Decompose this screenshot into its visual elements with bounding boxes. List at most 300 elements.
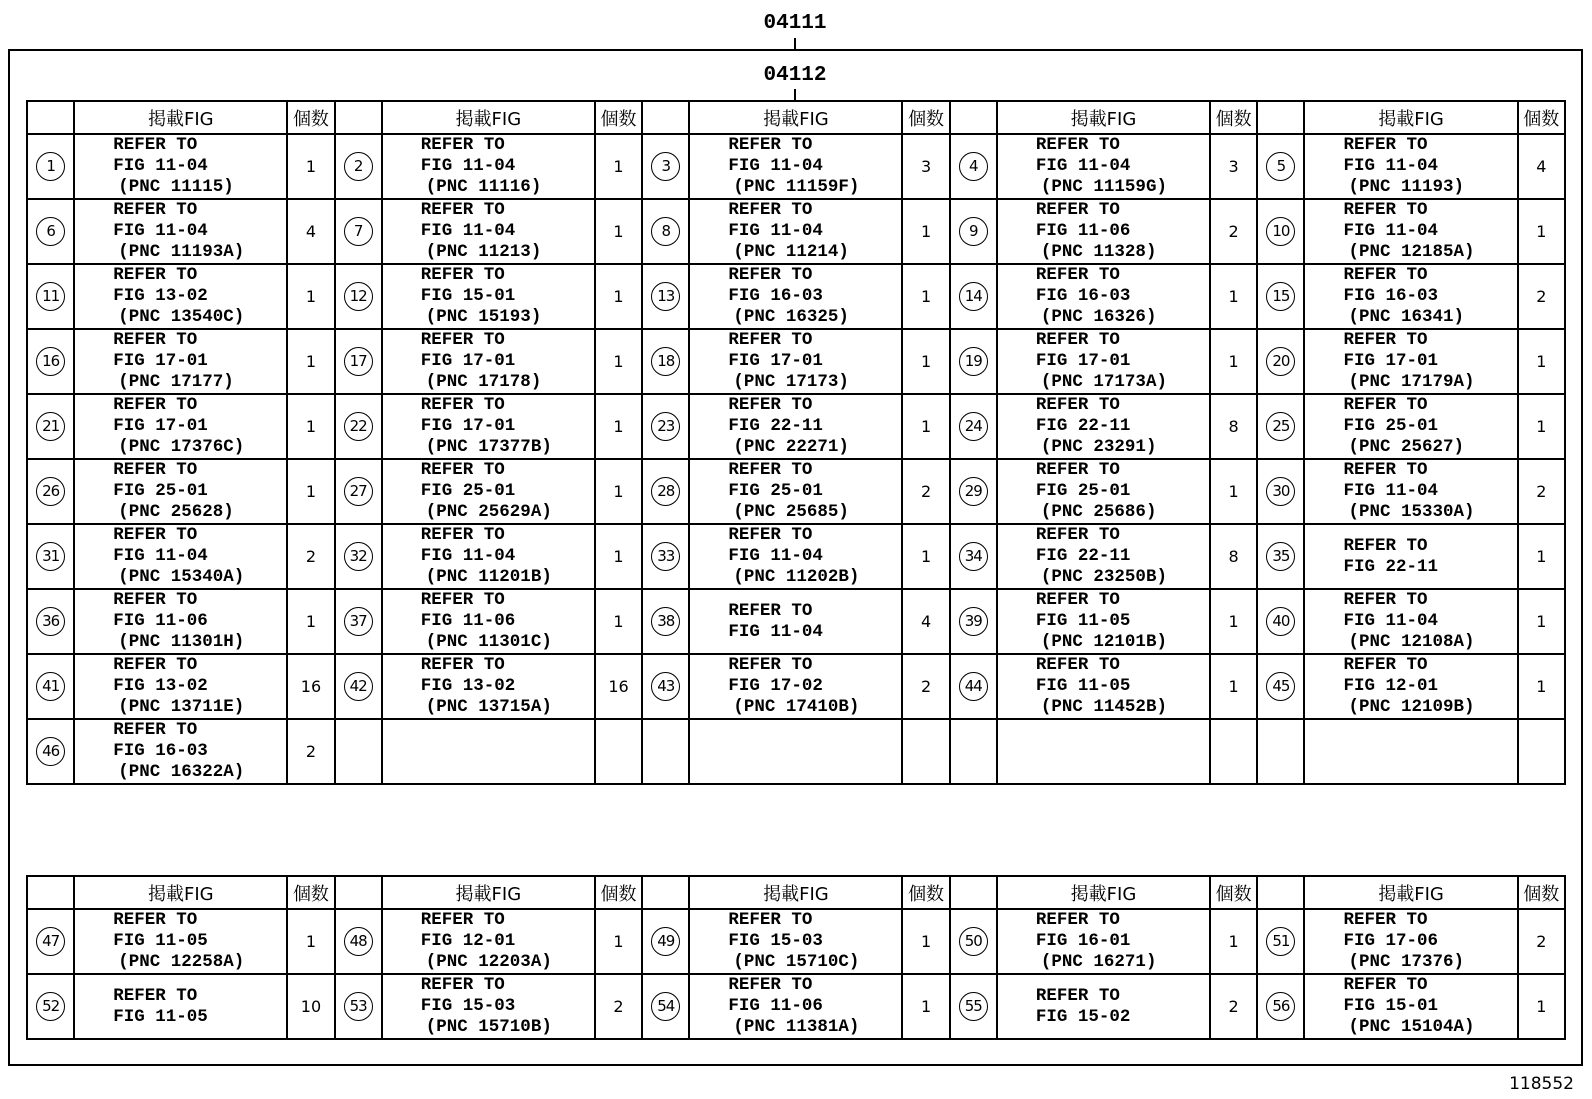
quantity: 1 [902,524,949,589]
item-number-circle: 6 [36,217,65,246]
quantity: 1 [287,394,334,459]
fig-reference [997,654,1210,719]
refer-to-text: REFER TO [1035,460,1120,480]
pnc-number: (PNC 13715A) [425,697,552,717]
fig-number: FIG 17-06 [1343,931,1438,951]
item-number-circle: 47 [36,927,65,956]
fig-reference [689,719,902,784]
quantity: 1 [595,394,642,459]
refer-to-text: REFER TO [1343,330,1428,350]
refer-to-text: REFER TO [728,265,813,285]
refer-to-text: REFER TO [113,655,198,675]
item-number-circle: 24 [959,412,988,441]
refer-to-text: REFER TO [420,330,505,350]
fig-reference [74,199,287,264]
fig-reference [1304,524,1517,589]
pnc-number: (PNC 25629A) [425,502,552,522]
quantity: 16 [287,654,334,719]
pnc-number: (PNC 15330A) [1348,502,1475,522]
item-number [950,199,997,264]
quantity: 1 [287,264,334,329]
pnc-number: (PNC 11301C) [425,632,552,652]
refer-to-text: REFER TO [1035,985,1120,1006]
quantity: 3 [1210,134,1257,199]
quantity [902,719,949,784]
leader-line-top [794,38,796,49]
refer-to-text: REFER TO [728,910,813,930]
quantity: 1 [1210,459,1257,524]
refer-to-text: REFER TO [113,910,198,930]
item-number [642,974,689,1039]
quantity: 1 [1210,264,1257,329]
item-number-circle: 36 [36,607,65,636]
item-number-circle: 14 [959,282,988,311]
refer-to-text: REFER TO [1343,265,1428,285]
item-number [335,974,382,1039]
fig-reference [997,974,1210,1039]
quantity: 1 [595,134,642,199]
item-number-circle: 46 [36,737,65,766]
item-number [950,589,997,654]
item-number-circle: 10 [1266,217,1295,246]
header-qty: 個数 [902,876,949,909]
fig-reference [1304,974,1517,1039]
fig-reference [1304,909,1517,974]
fig-reference [74,524,287,589]
fig-reference [1304,589,1517,654]
item-number [27,264,74,329]
fig-number: FIG 12-01 [420,931,516,951]
quantity: 1 [595,909,642,974]
item-number-circle: 38 [651,607,680,636]
refer-to-text: REFER TO [728,525,813,545]
header-row [27,876,1565,909]
quantity: 1 [1518,524,1565,589]
header-blank [27,876,74,909]
refer-to-text: REFER TO [113,460,198,480]
item-number [27,329,74,394]
header-fig: 掲載FIG [74,101,287,134]
pnc-number: (PNC 17410B) [733,697,860,717]
fig-reference [689,654,902,719]
header-qty: 個数 [595,876,642,909]
item-number [335,589,382,654]
fig-reference [382,719,595,784]
item-number [950,719,997,784]
fig-number: FIG 11-05 [1035,676,1131,696]
refer-to-text: REFER TO [1035,395,1120,415]
pnc-number: (PNC 15340A) [118,567,245,587]
pnc-number: (PNC 15710B) [425,1017,552,1037]
item-number-circle: 33 [651,542,680,571]
refer-to-text: REFER TO [420,265,505,285]
fig-number: FIG 11-04 [420,546,516,566]
item-number [27,134,74,199]
item-number-circle: 56 [1266,992,1295,1021]
item-number-circle: 49 [651,927,680,956]
quantity: 1 [595,589,642,654]
item-number [642,909,689,974]
item-number-circle: 28 [651,477,680,506]
item-number [335,134,382,199]
pnc-number: (PNC 17173A) [1040,372,1167,392]
header-qty: 個数 [287,101,334,134]
refer-to-text: REFER TO [420,135,505,155]
quantity: 1 [1518,654,1565,719]
fig-number: FIG 11-06 [1035,221,1131,241]
refer-to-text: REFER TO [728,135,813,155]
fig-number: FIG 16-03 [1343,286,1438,306]
item-number [335,394,382,459]
item-number-circle: 4 [959,152,988,181]
item-number-circle: 22 [344,412,373,441]
pnc-number: (PNC 11381A) [733,1017,860,1037]
item-number [27,654,74,719]
fig-number: FIG 13-02 [113,676,208,696]
fig-reference [997,264,1210,329]
item-number [1257,329,1304,394]
fig-reference [689,264,902,329]
pnc-number: (PNC 12109B) [1348,697,1475,717]
item-number [642,459,689,524]
refer-to-text: REFER TO [1343,655,1428,675]
pnc-number: (PNC 11213) [425,242,542,262]
fig-reference [997,134,1210,199]
fig-reference [382,654,595,719]
item-number-circle: 23 [651,412,680,441]
refer-to-text: REFER TO [1343,975,1428,995]
fig-reference [382,524,595,589]
pnc-number: (PNC 12108A) [1348,632,1475,652]
item-number-circle: 17 [344,347,373,376]
header-fig: 掲載FIG [689,876,902,909]
fig-reference [1304,394,1517,459]
fig-number: FIG 17-01 [113,416,208,436]
fig-number: FIG 25-01 [1343,416,1438,436]
fig-number: FIG 11-04 [1343,156,1438,176]
item-number-circle: 37 [344,607,373,636]
fig-number: FIG 16-03 [728,286,823,306]
quantity [595,719,642,784]
item-number [642,199,689,264]
table-row [27,524,1565,589]
quantity: 1 [595,459,642,524]
fig-number: FIG 17-02 [728,676,823,696]
quantity: 1 [1518,589,1565,654]
item-number-circle: 7 [344,217,373,246]
quantity: 1 [1518,974,1565,1039]
item-number [950,974,997,1039]
quantity: 1 [1210,329,1257,394]
item-number [27,974,74,1039]
header-qty: 個数 [1210,101,1257,134]
table-row [27,459,1565,524]
assembly-label-inner: 04112 [763,64,827,87]
pnc-number: (PNC 16322A) [118,762,245,782]
header-qty: 個数 [595,101,642,134]
table-row [27,974,1565,1039]
item-number [950,909,997,974]
table-row [27,134,1565,199]
fig-number: FIG 11-05 [113,931,208,951]
item-number [27,394,74,459]
refer-to-text: REFER TO [728,600,813,621]
fig-reference [74,134,287,199]
fig-number: FIG 17-01 [420,416,516,436]
header-fig: 掲載FIG [997,101,1210,134]
refer-to-text: REFER TO [113,985,198,1006]
pnc-number: (PNC 11201B) [425,567,552,587]
refer-to-text: REFER TO [113,135,198,155]
item-number-circle: 48 [344,927,373,956]
fig-reference [382,909,595,974]
fig-number: FIG 11-04 [1343,221,1438,241]
fig-reference [1304,264,1517,329]
refer-to-text: REFER TO [113,330,198,350]
fig-reference [689,524,902,589]
fig-number: FIG 15-01 [1343,996,1438,1016]
fig-reference [1304,199,1517,264]
fig-number: FIG 25-01 [113,481,208,501]
fig-reference [997,589,1210,654]
quantity: 1 [1210,589,1257,654]
fig-number: FIG 11-04 [1343,481,1438,501]
header-blank [642,101,689,134]
pnc-number: (PNC 11116) [425,177,542,197]
refer-to-text: REFER TO [420,910,505,930]
refer-to-text: REFER TO [1343,395,1428,415]
item-number-circle: 50 [959,927,988,956]
assembly-label-top: 04111 [763,12,827,35]
item-number-circle: 8 [651,217,680,246]
item-number [335,524,382,589]
fig-reference [1304,654,1517,719]
quantity: 1 [902,909,949,974]
item-number [335,459,382,524]
item-number [642,589,689,654]
pnc-number: (PNC 13540C) [118,307,245,327]
item-number [950,459,997,524]
pnc-number: (PNC 25627) [1348,437,1465,457]
header-qty: 個数 [1518,876,1565,909]
item-number-circle: 13 [651,282,680,311]
item-number-circle: 20 [1266,347,1295,376]
item-number-circle: 27 [344,477,373,506]
quantity: 16 [595,654,642,719]
fig-number: FIG 11-06 [728,996,823,1016]
table-row [27,329,1565,394]
item-number [642,719,689,784]
item-number [27,719,74,784]
fig-reference [74,459,287,524]
pnc-number: (PNC 16271) [1040,952,1157,972]
refer-to-text: REFER TO [1035,200,1120,220]
fig-reference [997,909,1210,974]
refer-to-text: REFER TO [1035,655,1120,675]
pnc-number: (PNC 15104A) [1348,1017,1475,1037]
refer-to-text: REFER TO [113,590,198,610]
refer-to-text: REFER TO [420,395,505,415]
fig-number: FIG 16-01 [1035,931,1131,951]
quantity: 8 [1210,394,1257,459]
fig-number: FIG 17-01 [1343,351,1438,371]
fig-reference [74,719,287,784]
pnc-number: (PNC 13711E) [118,697,245,717]
item-number-circle: 53 [344,992,373,1021]
fig-number: FIG 11-05 [113,1006,208,1027]
item-number [1257,909,1304,974]
fig-number: FIG 22-11 [1343,556,1438,577]
refer-to-text: REFER TO [1035,525,1120,545]
item-number [1257,974,1304,1039]
fig-number: FIG 11-05 [1035,611,1131,631]
header-qty: 個数 [1518,101,1565,134]
fig-number: FIG 11-04 [420,156,516,176]
pnc-number: (PNC 11159F) [733,177,860,197]
refer-to-text: REFER TO [113,525,198,545]
header-fig: 掲載FIG [382,101,595,134]
pnc-number: (PNC 11193A) [118,242,245,262]
item-number [950,329,997,394]
item-number [950,134,997,199]
fig-reference [689,394,902,459]
item-number-circle: 11 [36,282,65,311]
quantity: 1 [595,199,642,264]
fig-number: FIG 25-01 [1035,481,1131,501]
pnc-number: (PNC 11214) [733,242,849,262]
quantity: 2 [1210,199,1257,264]
item-number-circle: 51 [1266,927,1295,956]
quantity: 2 [1518,909,1565,974]
quantity: 2 [902,654,949,719]
quantity: 1 [902,199,949,264]
quantity: 4 [287,199,334,264]
refer-to-text: REFER TO [1035,910,1120,930]
header-blank [642,876,689,909]
quantity: 1 [1210,909,1257,974]
refer-to-text: REFER TO [728,330,813,350]
fig-number: FIG 16-03 [1035,286,1131,306]
fig-number: FIG 11-04 [728,156,823,176]
fig-number: FIG 11-04 [728,221,823,241]
header-qty: 個数 [287,876,334,909]
pnc-number: (PNC 16326) [1040,307,1157,327]
quantity: 1 [287,589,334,654]
fig-number: FIG 11-06 [113,611,208,631]
item-number-circle: 39 [959,607,988,636]
fig-number: FIG 25-01 [420,481,516,501]
fig-reference [689,199,902,264]
refer-to-text: REFER TO [1343,910,1428,930]
fig-reference [382,329,595,394]
table-row [27,654,1565,719]
header-qty: 個数 [902,101,949,134]
item-number [27,459,74,524]
refer-to-text: REFER TO [1343,535,1428,556]
header-fig: 掲載FIG [1304,876,1517,909]
fig-number: FIG 13-02 [113,286,208,306]
header-fig: 掲載FIG [74,876,287,909]
item-number [642,524,689,589]
quantity: 1 [595,524,642,589]
quantity: 1 [595,329,642,394]
fig-reference [74,264,287,329]
pnc-number: (PNC 12203A) [425,952,552,972]
item-number [1257,459,1304,524]
item-number [27,199,74,264]
quantity: 8 [1210,524,1257,589]
pnc-number: (PNC 12185A) [1348,242,1475,262]
pnc-number: (PNC 11115) [118,177,234,197]
fig-reference [1304,459,1517,524]
quantity: 1 [1518,199,1565,264]
item-number [335,329,382,394]
quantity: 1 [595,264,642,329]
table-row [27,719,1565,784]
item-number-circle: 42 [344,672,373,701]
refer-to-text: REFER TO [728,395,813,415]
item-number-circle: 31 [36,542,65,571]
item-number [335,719,382,784]
item-number [642,134,689,199]
fig-reference [382,459,595,524]
table-row [27,264,1565,329]
refer-to-text: REFER TO [113,395,198,415]
quantity: 4 [902,589,949,654]
quantity: 1 [1210,654,1257,719]
refer-to-text: REFER TO [420,655,505,675]
quantity: 2 [287,719,334,784]
refer-to-text: REFER TO [1035,135,1120,155]
fig-number: FIG 25-01 [728,481,823,501]
fig-reference [689,909,902,974]
item-number-circle: 30 [1266,477,1295,506]
quantity: 2 [902,459,949,524]
fig-reference [382,264,595,329]
fig-reference [74,974,287,1039]
quantity: 2 [1518,264,1565,329]
fig-reference [74,654,287,719]
table-row [27,199,1565,264]
fig-reference [74,329,287,394]
parts-table-main [26,100,1566,785]
item-number-circle: 44 [959,672,988,701]
pnc-number: (PNC 25685) [733,502,849,522]
pnc-number: (PNC 12101B) [1040,632,1167,652]
item-number-circle: 54 [651,992,680,1021]
fig-reference [997,199,1210,264]
quantity: 2 [1518,459,1565,524]
pnc-number: (PNC 15710C) [733,952,860,972]
item-number [1257,654,1304,719]
quantity: 10 [287,974,334,1039]
pnc-number: (PNC 15193) [425,307,542,327]
item-number [642,394,689,459]
refer-to-text: REFER TO [728,460,813,480]
pnc-number: (PNC 11202B) [733,567,860,587]
fig-number: FIG 15-03 [420,996,516,1016]
fig-number: FIG 11-04 [728,621,823,642]
item-number-circle: 40 [1266,607,1295,636]
fig-number: FIG 13-02 [420,676,516,696]
item-number-circle: 18 [651,347,680,376]
item-number-circle: 26 [36,477,65,506]
fig-reference [689,974,902,1039]
refer-to-text: REFER TO [1035,590,1120,610]
header-blank [335,101,382,134]
fig-number: FIG 15-03 [728,931,823,951]
fig-reference [1304,134,1517,199]
